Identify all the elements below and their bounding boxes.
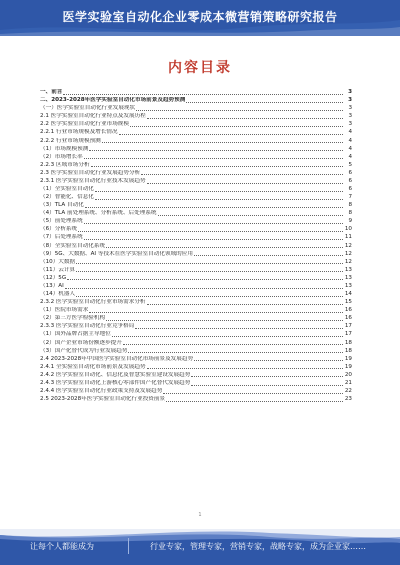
toc-entry[interactable] bbox=[40, 209, 352, 217]
toc-leader-dots bbox=[84, 223, 343, 224]
toc-leader-dots bbox=[191, 385, 343, 386]
toc-leader-dots bbox=[166, 401, 343, 402]
toc-entry-label: （9）5G、大数据、AI 等技术在医学实验室自动化领域的应用 bbox=[40, 250, 193, 257]
toc-entry-page: 19 bbox=[344, 355, 352, 362]
toc-entry-page: 18 bbox=[344, 347, 352, 354]
toc-leader-dots bbox=[63, 94, 343, 95]
toc-entry-label: 2.5 2023-2028年医学实验室自动化行业投资前景 bbox=[40, 396, 166, 403]
toc-leader-dots bbox=[106, 320, 343, 321]
toc-entry-page: 16 bbox=[344, 307, 352, 314]
toc-entry-page: 14 bbox=[344, 291, 352, 298]
toc-entry-page: 22 bbox=[344, 387, 352, 394]
toc-entry-label: （6）分析系统 bbox=[40, 226, 78, 233]
toc-entry-page: 8 bbox=[348, 202, 352, 209]
toc-entry-page: 11 bbox=[344, 234, 352, 241]
toc-leader-dots bbox=[147, 368, 343, 369]
toc-leader-dots bbox=[135, 328, 343, 329]
toc-entry-label: （1）全实验室自动化 bbox=[40, 186, 94, 193]
toc-leader-dots bbox=[163, 393, 343, 394]
toc-entry-label: 2.2 医学实验室自动化行业市场规模 bbox=[40, 121, 129, 128]
toc-entry[interactable] bbox=[40, 290, 352, 298]
toc-leader-dots bbox=[65, 288, 343, 289]
toc-leader-dots bbox=[147, 183, 343, 184]
toc-leader-dots bbox=[119, 134, 343, 135]
toc-entry-label: 2.4.2 医学实验室自动化、信息化及智慧实验室建设发展趋势 bbox=[40, 371, 191, 378]
toc-entry-page: 4 bbox=[348, 145, 352, 152]
toc-entry-label: （2）国产企业市场份额逐步提升 bbox=[40, 339, 122, 346]
toc-leader-dots bbox=[194, 360, 343, 361]
toc-entry-page: 8 bbox=[348, 210, 352, 217]
toc-entry[interactable] bbox=[40, 387, 352, 395]
toc-leader-dots bbox=[89, 312, 343, 313]
toc-entry-label: （4）TLA 前处理系统、分析系统、后处理系统 bbox=[40, 210, 157, 217]
toc-entry[interactable] bbox=[40, 193, 352, 201]
toc-leader-dots bbox=[76, 263, 343, 264]
toc-entry-page: 18 bbox=[344, 339, 352, 346]
toc-entry-label: 二、2023-2028年医学实验室自动化市场前景及趋势预测 bbox=[40, 97, 186, 104]
footer-slogan-right: 行业专家，管理专家，营销专家，战略专家，成为企业家…… bbox=[150, 542, 366, 551]
page-number: 1 bbox=[198, 512, 202, 518]
toc-leader-dots bbox=[112, 336, 343, 337]
toc-leader-dots bbox=[136, 110, 343, 111]
toc-entry-label: （11）云计算 bbox=[40, 266, 76, 273]
toc-entry[interactable] bbox=[40, 177, 352, 185]
toc-entry[interactable] bbox=[40, 112, 352, 120]
toc-entry[interactable] bbox=[40, 250, 352, 258]
toc-entry-page: 6 bbox=[348, 169, 352, 176]
toc-entry-label: 一、前言 bbox=[40, 89, 63, 96]
toc-entry[interactable] bbox=[40, 88, 352, 96]
toc-entry-page: 12 bbox=[344, 258, 352, 265]
toc-entry[interactable] bbox=[40, 371, 352, 379]
toc-leader-dots bbox=[194, 255, 343, 256]
toc-entry-label: 2.1 医学实验室自动化行业特点及发展历程 bbox=[40, 113, 146, 120]
toc-entry-page: 21 bbox=[344, 379, 352, 386]
toc-entry[interactable] bbox=[40, 363, 352, 371]
toc-leader-dots bbox=[76, 296, 343, 297]
toc-entry-label: 2.3 医学实验室自动化行业发展趋势分析 bbox=[40, 169, 141, 176]
toc-entry-label: （2）市场增长率 bbox=[40, 153, 83, 160]
toc-entry-page: 4 bbox=[348, 129, 352, 136]
toc-entry-page: 19 bbox=[344, 363, 352, 370]
toc-entry-page: 7 bbox=[348, 194, 352, 201]
toc-entry-label: （1）国外品牌占据主导地位 bbox=[40, 331, 111, 338]
toc-leader-dots bbox=[84, 239, 343, 240]
toc-entry[interactable] bbox=[40, 355, 352, 363]
toc-entry-page: 4 bbox=[348, 137, 352, 144]
toc-leader-dots bbox=[106, 247, 343, 248]
toc-leader-dots bbox=[84, 158, 343, 159]
toc-entry[interactable] bbox=[40, 104, 352, 112]
toc-entry-page: 9 bbox=[348, 218, 352, 225]
toc-entry-label: 2.2.1 行业市场规模及增长情况 bbox=[40, 129, 118, 136]
toc-entry[interactable] bbox=[40, 128, 352, 136]
toc-entry-label: （1）医院市场需求 bbox=[40, 307, 89, 314]
toc-leader-dots bbox=[123, 344, 343, 345]
header-banner bbox=[0, 0, 400, 36]
toc-entry[interactable] bbox=[40, 136, 352, 144]
toc-entry[interactable] bbox=[40, 266, 352, 274]
toc-entry-label: 2.3.3 医学实验室自动化行业竞争格局 bbox=[40, 323, 135, 330]
toc-entry-page: 15 bbox=[344, 299, 352, 306]
toc-entry-label: （2）智能化、信息化 bbox=[40, 194, 94, 201]
toc-entry-page: 3 bbox=[348, 121, 352, 128]
toc-entry-page: 16 bbox=[344, 315, 352, 322]
toc-leader-dots bbox=[67, 279, 343, 280]
toc-leader-dots bbox=[191, 376, 343, 377]
toc-entry-label: 2.4.4 医学实验室自动化行业政策支持及发展趋势 bbox=[40, 387, 163, 394]
toc-entry-page: 6 bbox=[348, 186, 352, 193]
toc-entry-page: 5 bbox=[348, 161, 352, 168]
toc-leader-dots bbox=[186, 102, 343, 103]
toc-entry-page: 6 bbox=[348, 177, 352, 184]
toc-entry-page: 13 bbox=[344, 282, 352, 289]
toc-leader-dots bbox=[78, 231, 343, 232]
toc-entry-label: （13）AI bbox=[40, 282, 64, 289]
toc-entry-label: （2）第三方医学检验机构 bbox=[40, 315, 106, 322]
toc-entry[interactable] bbox=[40, 314, 352, 322]
toc-entry-page: 12 bbox=[344, 242, 352, 249]
toc-entry[interactable] bbox=[40, 274, 352, 282]
toc-entry[interactable] bbox=[40, 330, 352, 338]
toc-entry[interactable] bbox=[40, 120, 352, 128]
toc-entry-page: 17 bbox=[344, 323, 352, 330]
toc-entry-label: 2.3.1 医学实验室自动化行业技术发展趋势 bbox=[40, 177, 146, 184]
toc-leader-dots bbox=[141, 174, 343, 175]
toc-entry[interactable] bbox=[40, 185, 352, 193]
toc-entry-label: 2.2.3 区域市场分析 bbox=[40, 161, 90, 168]
toc-leader-dots bbox=[158, 215, 343, 216]
toc-entry-page: 12 bbox=[344, 250, 352, 257]
toc-entry[interactable] bbox=[40, 217, 352, 225]
toc-entry-label: 2.4.1 全实验室自动化市场前景及发展趋势 bbox=[40, 363, 146, 370]
toc-leader-dots bbox=[147, 118, 343, 119]
toc-entry[interactable] bbox=[40, 282, 352, 290]
toc-entry[interactable] bbox=[40, 347, 352, 355]
toc-entry[interactable] bbox=[40, 201, 352, 209]
toc-entry[interactable] bbox=[40, 322, 352, 330]
toc-leader-dots bbox=[130, 126, 343, 127]
toc-entry-page: 13 bbox=[344, 274, 352, 281]
toc-entry-page: 20 bbox=[344, 371, 352, 378]
toc-entry-page: 3 bbox=[348, 113, 352, 120]
toc-entry[interactable] bbox=[40, 338, 352, 346]
toc-entry[interactable] bbox=[40, 169, 352, 177]
toc-entry[interactable] bbox=[40, 233, 352, 241]
toc-entry[interactable] bbox=[40, 161, 352, 169]
toc-entry[interactable] bbox=[40, 298, 352, 306]
toc-entry-label: （5）前处理系统 bbox=[40, 218, 83, 225]
toc-entry-page: 10 bbox=[344, 226, 352, 233]
table-of-contents bbox=[40, 88, 352, 403]
footer-divider bbox=[128, 538, 129, 554]
toc-entry-label: （7）后处理系统 bbox=[40, 234, 83, 241]
toc-leader-dots bbox=[95, 191, 343, 192]
toc-entry-page: 3 bbox=[348, 97, 352, 104]
toc-entry-label: （一）医学实验室自动化行业发展现状 bbox=[40, 105, 136, 112]
toc-leader-dots bbox=[102, 142, 343, 143]
toc-leader-dots bbox=[147, 304, 343, 305]
toc-entry-label: （8）全实验室自动化系统 bbox=[40, 242, 106, 249]
toc-entry-label: 2.4.3 医学实验室自动化上游核心零部件国产化替代发展趋势 bbox=[40, 379, 191, 386]
toc-leader-dots bbox=[95, 199, 343, 200]
toc-entry-label: 2.4 2023-2028年中国医学实验室自动化市场前景及发展趋势 bbox=[40, 355, 194, 362]
toc-entry-label: （3）国产化替代成为行业发展趋势 bbox=[40, 347, 128, 354]
toc-entry[interactable] bbox=[40, 153, 352, 161]
toc-entry-label: （12）5G bbox=[40, 274, 67, 281]
toc-leader-dots bbox=[76, 271, 343, 272]
toc-heading: 内容目录 bbox=[168, 60, 232, 76]
toc-entry-page: 3 bbox=[348, 105, 352, 112]
toc-entry[interactable] bbox=[40, 225, 352, 233]
toc-entry[interactable] bbox=[40, 306, 352, 314]
toc-entry-page: 23 bbox=[344, 396, 352, 403]
footer-banner bbox=[0, 529, 400, 565]
toc-leader-dots bbox=[89, 150, 343, 151]
toc-entry[interactable] bbox=[40, 241, 352, 249]
toc-entry-label: （14）机器人 bbox=[40, 291, 76, 298]
toc-entry-label: （10）大数据 bbox=[40, 258, 76, 265]
toc-entry-page: 3 bbox=[348, 89, 352, 96]
toc-leader-dots bbox=[91, 166, 343, 167]
toc-entry-page: 17 bbox=[344, 331, 352, 338]
report-title: 医学实验室自动化企业零成本微营销策略研究报告 bbox=[62, 10, 338, 24]
toc-entry[interactable] bbox=[40, 96, 352, 104]
footer-slogan-left: 让每个人都能成为 bbox=[30, 542, 94, 551]
toc-entry-label: （3）TLA 自动化 bbox=[40, 202, 84, 209]
toc-entry-label: 2.2.2 行业市场规模预测 bbox=[40, 137, 101, 144]
toc-entry[interactable] bbox=[40, 145, 352, 153]
toc-entry-page: 13 bbox=[344, 266, 352, 273]
toc-entry[interactable] bbox=[40, 395, 352, 403]
toc-entry-label: （1）市场规模预测 bbox=[40, 145, 89, 152]
toc-leader-dots bbox=[128, 352, 343, 353]
toc-entry[interactable] bbox=[40, 379, 352, 387]
toc-leader-dots bbox=[85, 207, 343, 208]
toc-entry[interactable] bbox=[40, 258, 352, 266]
toc-entry-page: 4 bbox=[348, 153, 352, 160]
toc-entry-label: 2.3.2 医学实验室自动化行业市场需求分析 bbox=[40, 299, 146, 306]
